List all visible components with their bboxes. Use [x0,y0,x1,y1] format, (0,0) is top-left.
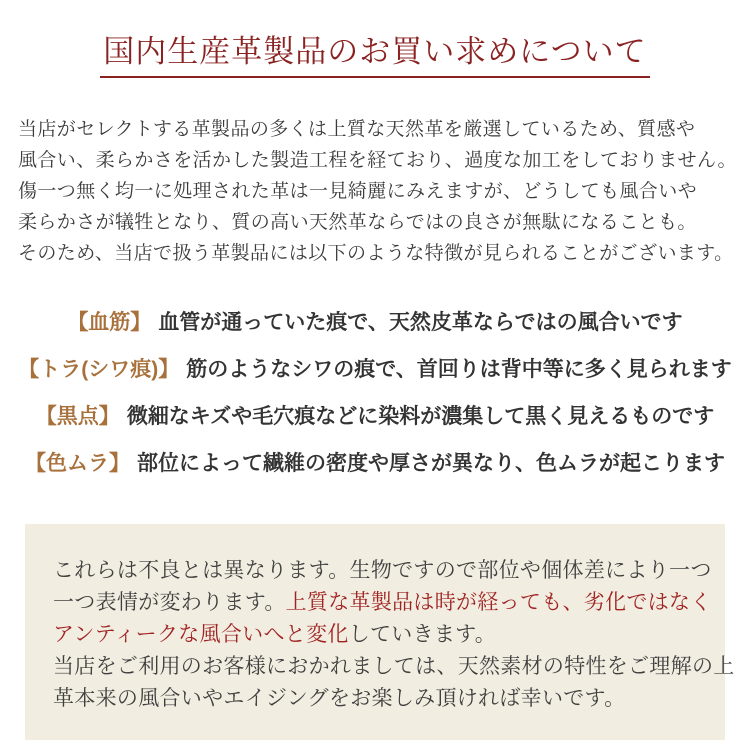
note-line [53,650,735,682]
note-line [53,682,697,714]
feature-text: 部位によって繊維の密度や厚さが異なり、色ムラが起こります [137,452,725,475]
feature-item [0,403,750,431]
note-line [53,554,712,586]
note-segment: これらは不良とは異なります。生物ですので部位や個体差により一つ [53,558,712,582]
feature-list [0,309,750,478]
feature-label: 【トラ(シワ痕)】 [18,358,180,381]
intro-line: 風合い、柔らかさを活かした製造工程を経ており、過度な加工をしておりません。 [18,150,737,171]
note-segment-emphasis: 上質な革製品は時が経っても、劣化ではなく [285,590,712,614]
note-box [25,524,735,740]
intro-line: 柔らかさが犠牲となり、質の高い天然革ならではの良さが無駄になることも。 [18,212,697,233]
title-wrap [0,0,750,78]
note-segment: 一つ表情が変わります。 [53,590,286,614]
feature-text: 微細なキズや毛穴痕などに染料が濃集して黒く見えるものです [126,405,715,428]
note-segment-emphasis: アンティークな風合いへと変化 [53,622,349,646]
note-segment: していきます。 [348,622,497,646]
feature-label: 【色ムラ】 [25,452,130,475]
intro-paragraph [18,114,737,269]
feature-item [0,309,750,337]
note-line [53,618,697,650]
intro-line: そのため、当店で扱う革製品には以下のような特徴が見られることがございます。 [18,243,734,264]
note-line [53,586,712,618]
feature-label: 【黒点】 [35,405,120,428]
intro-line: 当店がセレクトする革製品の多くは上質な天然革を厳選しているため、質感や [18,119,696,140]
feature-item [0,450,750,478]
intro-line: 傷一つ無く均一に処理された革は一見綺麗にみえますが、どうしても風合いや [18,181,698,202]
feature-label: 【血筋】 [67,311,152,334]
note-segment: 当店をご利用のお客様におかれましては、天然素材の特性をご理解の上 [53,654,735,678]
feature-text: 血管が通っていた痕で、天然皮革ならではの風合いです [158,311,683,334]
note-segment: 革本来の風合いやエイジングをお楽しみ頂ければ幸いです。 [53,686,626,710]
feature-text: 筋のようなシワの痕で、首回りは背中等に多く見られます [186,358,732,381]
feature-item [0,356,750,384]
page-title: 国内生産革製品のお買い求めについて [100,26,649,78]
